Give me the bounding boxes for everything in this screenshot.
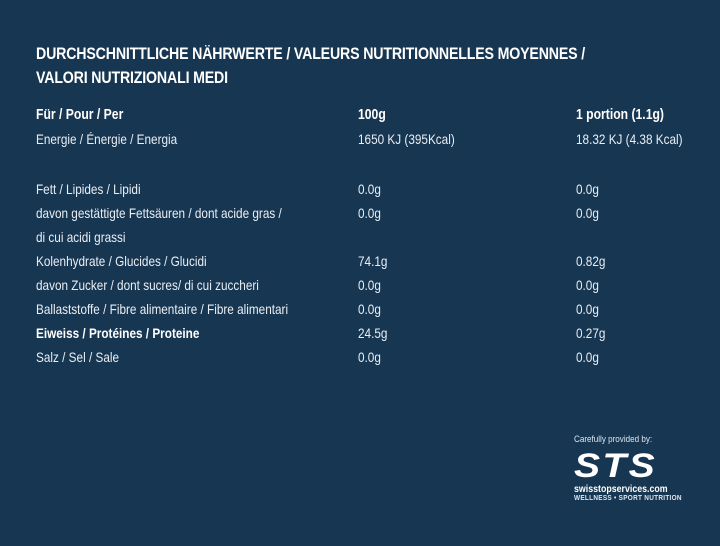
row-value-portion: 0.0g	[576, 277, 599, 293]
row-value-portion: 18.32 KJ (4.38 Kcal)	[576, 131, 683, 147]
logo-mark: STS	[574, 447, 657, 485]
row-label: Energie / Énergie / Energia	[36, 131, 178, 147]
row-value-portion: 0.82g	[576, 253, 606, 269]
row-label: Ballaststoffe / Fibre alimentaire / Fibre alimentari	[36, 301, 289, 317]
row-value-100g: 74.1g	[358, 253, 388, 269]
table-row-fat	[36, 177, 696, 201]
header-portion: 1 portion (1.1g)	[576, 107, 664, 123]
row-label: Eiweiss / Protéines / Proteine	[36, 325, 200, 341]
row-value-100g: 0.0g	[358, 277, 381, 293]
table-row-salt	[36, 345, 696, 369]
row-value-100g: 0.0g	[358, 181, 381, 197]
row-value-portion: 0.0g	[576, 301, 599, 317]
row-value-portion: 0.0g	[576, 349, 599, 365]
nutrition-title	[36, 42, 586, 90]
logo-site: swisstopservices.com	[574, 483, 668, 495]
row-value-portion: 0.0g	[576, 181, 599, 197]
table-row-energy	[36, 127, 696, 151]
header-label: Für / Pour / Per	[36, 107, 124, 123]
table-header-row	[36, 103, 696, 127]
row-value-100g: 1650 KJ (395Kcal)	[358, 131, 455, 147]
table-row-carbohydrates	[36, 249, 696, 273]
row-label	[36, 201, 282, 249]
title-line-1: DURCHSCHNITTLICHE NÄHRWERTE / VALEURS NUTRITIONNELLES MOYENNES /	[36, 45, 585, 63]
row-label: Fett / Lipides / Lipidi	[36, 181, 141, 197]
table-spacer	[36, 151, 696, 177]
table-row-fibre	[36, 297, 696, 321]
row-label: Kolenhydrate / Glucides / Glucidi	[36, 253, 207, 269]
logo-tagline: WELLNESS • SPORT NUTRITION	[574, 495, 682, 502]
row-label-line-1: davon gestättigte Fettsäuren / dont acide gras /	[36, 205, 282, 221]
nutrition-table	[36, 103, 696, 369]
row-label: Salz / Sel / Sale	[36, 349, 120, 365]
header-100g: 100g	[358, 107, 386, 123]
sts-logo	[574, 434, 690, 502]
table-row-protein	[36, 321, 696, 345]
title-line-2: VALORI NUTRIZIONALI MEDI	[36, 69, 228, 87]
logo-caption: Carefully provided by:	[574, 434, 653, 445]
row-label-line-2: di cui acidi grassi	[36, 229, 126, 245]
row-value-portion: 0.27g	[576, 325, 606, 341]
table-row-sugars	[36, 273, 696, 297]
row-value-100g: 0.0g	[358, 349, 381, 365]
row-value-100g: 0.0g	[358, 205, 381, 221]
row-value-100g: 0.0g	[358, 301, 381, 317]
table-row-saturated-fat	[36, 201, 696, 249]
row-value-100g: 24.5g	[358, 325, 388, 341]
row-label: davon Zucker / dont sucres/ di cui zuccheri	[36, 277, 259, 293]
row-value-portion: 0.0g	[576, 205, 599, 221]
